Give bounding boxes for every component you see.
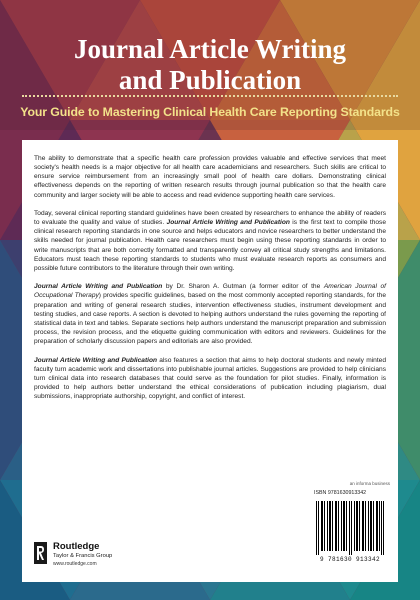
book-title-line-1: Journal Article Writing [74,34,346,64]
paragraph-3 [34,282,386,346]
isbn-label: ISBN 9781630913342 [314,490,367,496]
publisher-group: Taylor & Francis Group [53,553,113,559]
informa-imprint: an informa business [349,481,390,486]
paragraph-3-text-b: ) provides specific guidelines, based on the most commonly accepted reporting standards, for the preparation and writing of general research studies, intervention effectiveness studies, instrument development and testing studies, and case reports. A section is devoted to helping authors understand the rules governing the reporting of statistical data in text and tables. Separate sections help authors understand the manuscript preparation and submission process, the revision process, and the etiquette guiding communication with editors and reviewers. Guidelines for the preparation of scholarly discussion papers and editorials are also provided. [34,292,386,346]
paragraph-2 [34,209,386,273]
barcode-block [312,490,388,568]
routledge-logo-icon [34,542,47,564]
barcode-digits: 9 781630 913342 [319,556,380,563]
publisher-url: www.routledge.com [53,561,97,567]
paragraph-2-book-title: Journal Article Writing and Publication [166,219,290,227]
barcode-icon [312,499,388,555]
paragraph-4-book-title: Journal Article Writing and Publication [34,356,158,364]
publisher-name: Routledge [53,541,100,552]
paragraph-1: The ability to demonstrate that a specific health care profession provides valuable and effective services that meet society's health needs is a major objective for all health care academicians and researchers. Such skills are critical to ensure service reimbursement from an increasingly small pool of health care dollars. Demonstrating clinical effectiveness depends on the reporting of written research results through journal publication so that the health care community and larger society will be able to access and read evidence supporting health care services. [34,155,386,199]
back-cover-copy [34,154,386,411]
paragraph-3-journal-name: American Journal of Occupational Therapy [34,283,386,300]
paragraph-4-text-b: also features a section that aims to help doctoral students and newly minted faculty turn academic work and dissertations into publishable journal articles. Suggestions are provided to help clinicians turn clinical data into research databases that could serve as the foundation for pilot studies. Finally, information is provided to help authors better understand the ethical considerations of publication including plagiarism, dual submissions, inappropriate authorship, copyright, and conflict of interest. [34,356,386,401]
book-title-line-2: and Publication [118,65,302,95]
paragraph-2-text-b: is the first text to compile those clinical research reporting standards in one source and helps educators and novice researchers to better understand the skills needed for journal publication. Health care researchers must begin using these reporting standards in order to write manuscripts that are both correctly formatted and transparently convey all critical study strengths and limitations. Educators must teach these reporting standards to students who must evaluate research reports as consumers and possible future contributors to the literature through their own writing. [34,219,386,272]
paragraph-3-book-title: Journal Article Writing and Publication [34,283,163,291]
paragraph-3-text-a: by Dr. Sharon A. Gutman (a former editor of the [162,283,324,291]
paragraph-2-text-a: Today, several clinical reporting standard guidelines have been created by researchers to enhance the ability of readers to evaluate the quality and value of studies. [34,209,386,227]
dotted-divider [22,95,398,97]
book-subtitle: Your Guide to Mastering Clinical Health Care Reporting Standards [20,105,400,119]
paragraph-4 [34,356,386,402]
book-title [10,34,410,96]
